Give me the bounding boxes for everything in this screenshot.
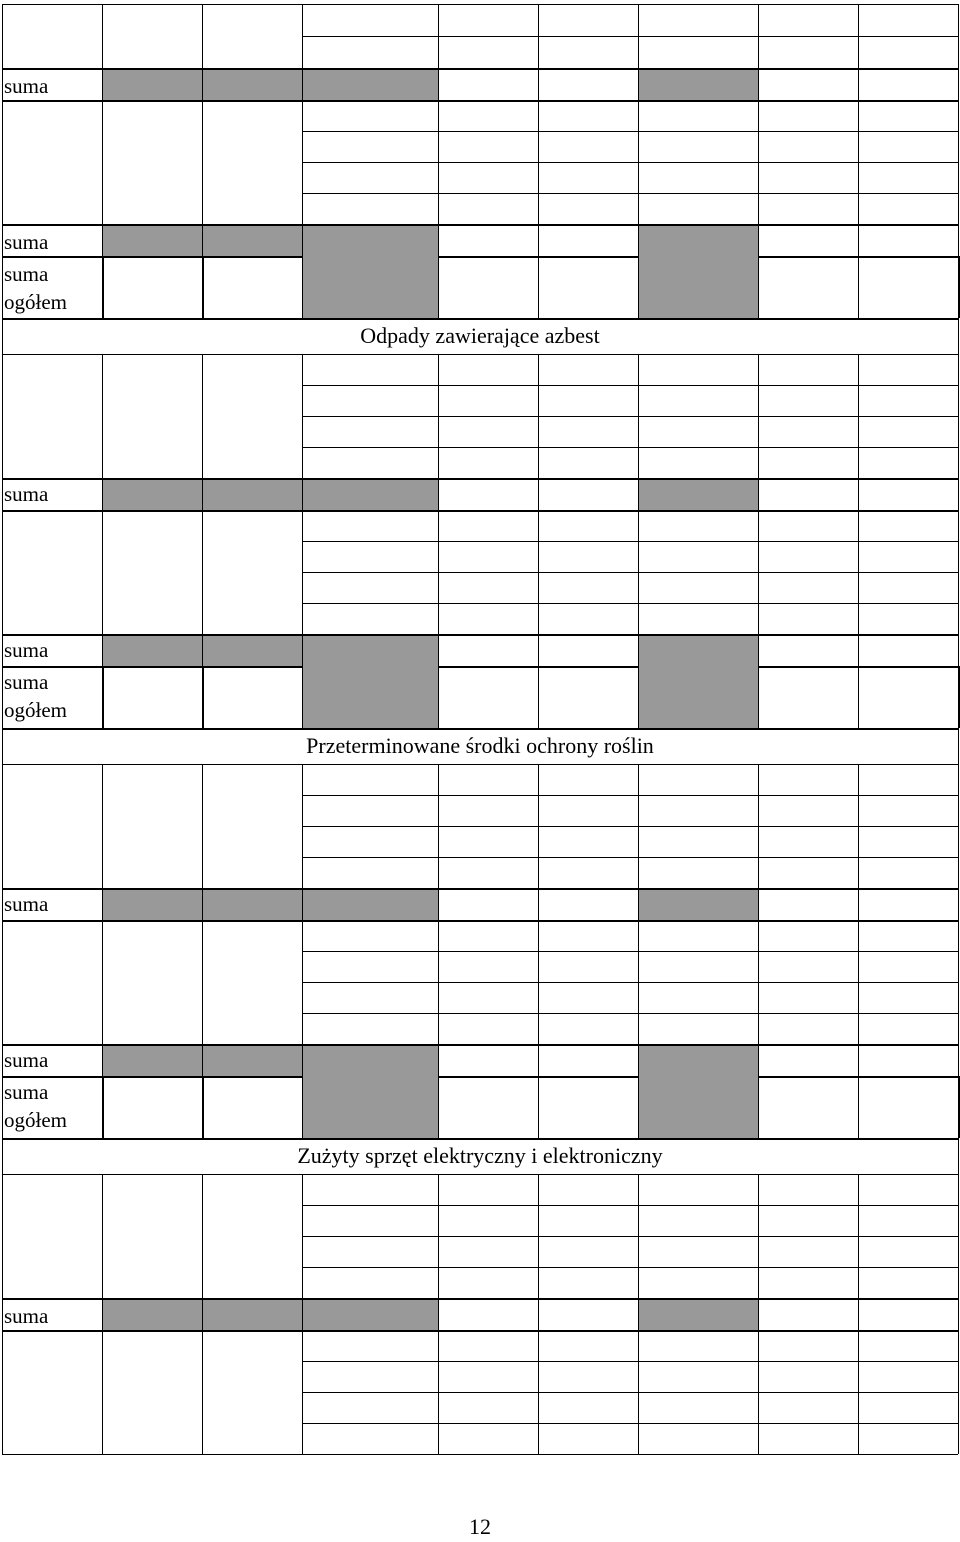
grid-line [202,634,203,666]
grid-line [102,1076,104,1138]
grid-line [2,224,3,256]
grid-line [758,224,759,256]
grid-line [638,478,639,510]
grid-line [538,478,539,510]
shaded-cell [102,1298,438,1330]
grid-line [758,634,759,666]
total-label-line2: ogółem [4,698,67,722]
grid-line [102,4,103,68]
grid-line [302,857,958,858]
sum-label: suma [4,482,49,506]
grid-line [202,1044,203,1076]
grid-line [202,256,204,318]
grid-line [958,764,959,888]
grid-line [958,888,959,920]
grid-line [638,68,639,100]
grid-line [758,666,759,728]
grid-line [638,888,639,920]
shaded-cell [638,888,758,920]
sum-label: suma [4,892,49,916]
grid-line [202,510,203,634]
shaded-cell [638,1298,758,1330]
grid-line [102,478,103,510]
grid-line [538,1076,539,1138]
shaded-cell [102,1044,438,1076]
grid-line [858,256,859,318]
grid-line [202,888,203,920]
grid-line [302,162,958,163]
grid-line [2,1044,958,1046]
grid-line [102,1330,103,1454]
grid-line [538,666,539,728]
grid-line [2,1330,958,1332]
grid-line [2,920,958,921]
grid-line [202,478,203,510]
grid-line [302,1236,958,1237]
grid-line [102,666,104,728]
grid-line [758,68,759,100]
grid-line [638,666,639,728]
grid-line [858,224,859,256]
grid-line [538,1298,539,1330]
grid-line [102,920,103,1044]
grid-line [102,764,103,888]
grid-line [858,1298,859,1330]
grid-line [102,354,103,478]
shaded-cell [638,634,758,666]
grid-line [102,1044,103,1076]
grid-line [102,1298,103,1330]
grid-line [302,1267,958,1268]
grid-line [858,1076,859,1138]
grid-line [438,666,439,728]
grid-line [2,1076,958,1078]
grid-line [202,1076,204,1138]
sum-label: suma [4,74,49,98]
grid-line [2,68,958,70]
grid-line [958,1174,959,1298]
grid-line [302,447,958,448]
grid-line [302,951,958,952]
grid-line [538,224,539,256]
grid-line [202,1298,203,1330]
grid-line [438,224,439,256]
grid-line [438,478,439,510]
grid-line [302,1205,958,1206]
grid-line [302,36,958,37]
grid-line [102,510,103,634]
grid-line [2,68,3,100]
grid-line [202,1174,203,1298]
sum-label: suma [4,230,49,254]
grid-line [302,1423,958,1424]
grid-line [2,1454,958,1455]
grid-line [758,478,759,510]
grid-line [538,1044,539,1076]
grid-line [2,224,958,226]
grid-line [2,354,958,355]
sum-label: suma [4,638,49,662]
grid-line [958,1298,959,1330]
grid-line [2,4,958,5]
grid-line [302,256,303,318]
grid-line [302,666,303,728]
grid-line [638,224,639,256]
grid-line [202,354,203,478]
grid-line [438,1044,439,1076]
grid-line [302,1044,303,1076]
shaded-cell [638,68,758,100]
grid-line [2,256,3,318]
grid-line [2,920,3,1044]
grid-line [958,634,959,666]
grid-line [958,224,959,256]
shaded-cell [638,1044,758,1076]
grid-line [858,634,859,666]
grid-line [2,1298,958,1300]
shaded-cell [638,478,758,510]
grid-line [2,634,958,636]
grid-line [758,1044,759,1076]
grid-line [102,224,103,256]
grid-line [302,1076,303,1138]
grid-line [2,510,3,634]
total-label-line1: suma [4,262,49,286]
page-number: 12 [469,1514,491,1539]
grid-line [438,256,439,318]
grid-line [302,478,303,510]
grid-line [758,1076,759,1138]
grid-line [2,100,3,224]
total-label-line1: suma [4,670,49,694]
grid-line [102,68,103,100]
grid-line [2,318,958,319]
grid-line [638,634,639,666]
grid-line [638,1044,639,1076]
grid-line [302,416,958,417]
grid-line [2,1174,958,1175]
total-label-line2: ogółem [4,290,67,314]
grid-line [2,100,958,102]
shaded-cell [102,634,438,666]
grid-line [302,131,958,132]
shaded-cell [102,478,438,510]
shaded-cell [302,256,438,318]
shaded-cell [102,888,438,920]
total-label-line2: ogółem [4,1108,67,1132]
grid-line [758,1298,759,1330]
shaded-cell [638,224,758,256]
grid-line [2,1044,3,1076]
grid-line [958,1044,959,1076]
grid-line [438,1076,439,1138]
section-title: Odpady zawierające azbest [360,323,600,348]
grid-line [2,4,3,68]
grid-line [2,634,3,666]
grid-line [958,68,959,100]
grid-line [102,1174,103,1298]
grid-line [302,795,958,796]
grid-line [202,920,203,1044]
grid-line [302,541,958,542]
grid-line [2,1298,3,1330]
grid-line [538,256,539,318]
grid-line [202,1330,203,1454]
grid-line [858,888,859,920]
grid-line [2,1174,3,1298]
grid-line [302,826,958,827]
grid-line [102,888,103,920]
grid-line [2,728,958,729]
grid-line [102,100,103,224]
grid-line [858,666,859,728]
grid-line [538,634,539,666]
grid-line [302,634,303,666]
grid-line [438,888,439,920]
sum-label: suma [4,1048,49,1072]
grid-line [202,4,203,68]
grid-line [2,764,3,888]
shaded-cell [102,224,438,256]
grid-line [2,510,958,511]
grid-line [2,478,3,510]
grid-line [202,764,203,888]
grid-line [202,68,203,100]
shaded-cell [302,666,438,728]
grid-line [2,1076,3,1138]
grid-line [302,193,958,194]
grid-line [958,478,959,510]
shaded-cell [638,256,758,318]
grid-line [958,920,959,1044]
grid-line [2,478,958,480]
grid-line [2,1138,958,1139]
grid-line [302,224,303,256]
shaded-cell [638,666,758,728]
grid-line [302,982,958,983]
shaded-cell [302,1076,438,1138]
grid-line [858,68,859,100]
grid-line [958,4,959,68]
grid-line [102,256,104,318]
grid-line [302,68,303,100]
grid-line [958,1330,959,1454]
grid-line [302,1361,958,1362]
grid-line [302,1298,303,1330]
grid-line [538,68,539,100]
grid-line [958,510,959,634]
grid-line [302,888,303,920]
grid-line [2,1330,3,1454]
grid-line [302,385,958,386]
grid-line [2,666,3,728]
grid-line [2,888,3,920]
grid-line [102,634,103,666]
grid-line [302,603,958,604]
grid-line [438,68,439,100]
total-label-line1: suma [4,1080,49,1104]
grid-line [638,1076,639,1138]
grid-line [2,764,958,765]
grid-line [958,100,959,224]
grid-line [858,1044,859,1076]
grid-line [638,256,639,318]
grid-line [538,888,539,920]
shaded-cell [102,68,438,100]
grid-line [958,354,959,478]
grid-line [302,1013,958,1014]
grid-line [302,572,958,573]
grid-line [758,888,759,920]
grid-line [638,1298,639,1330]
shaded-cell [638,1076,758,1138]
section-title: Przeterminowane środki ochrony roślin [306,733,654,758]
grid-line [202,666,204,728]
grid-line [438,634,439,666]
grid-line [202,224,203,256]
grid-line [438,1298,439,1330]
grid-line [202,100,203,224]
grid-line [2,888,958,890]
grid-line [858,478,859,510]
sum-label: suma [4,1304,49,1328]
grid-line [2,354,3,478]
section-title: Zużyty sprzęt elektryczny i elektroniczny [297,1143,663,1168]
grid-line [758,256,759,318]
grid-line [302,1392,958,1393]
grid-line [2,666,958,668]
grid-line [2,256,958,258]
